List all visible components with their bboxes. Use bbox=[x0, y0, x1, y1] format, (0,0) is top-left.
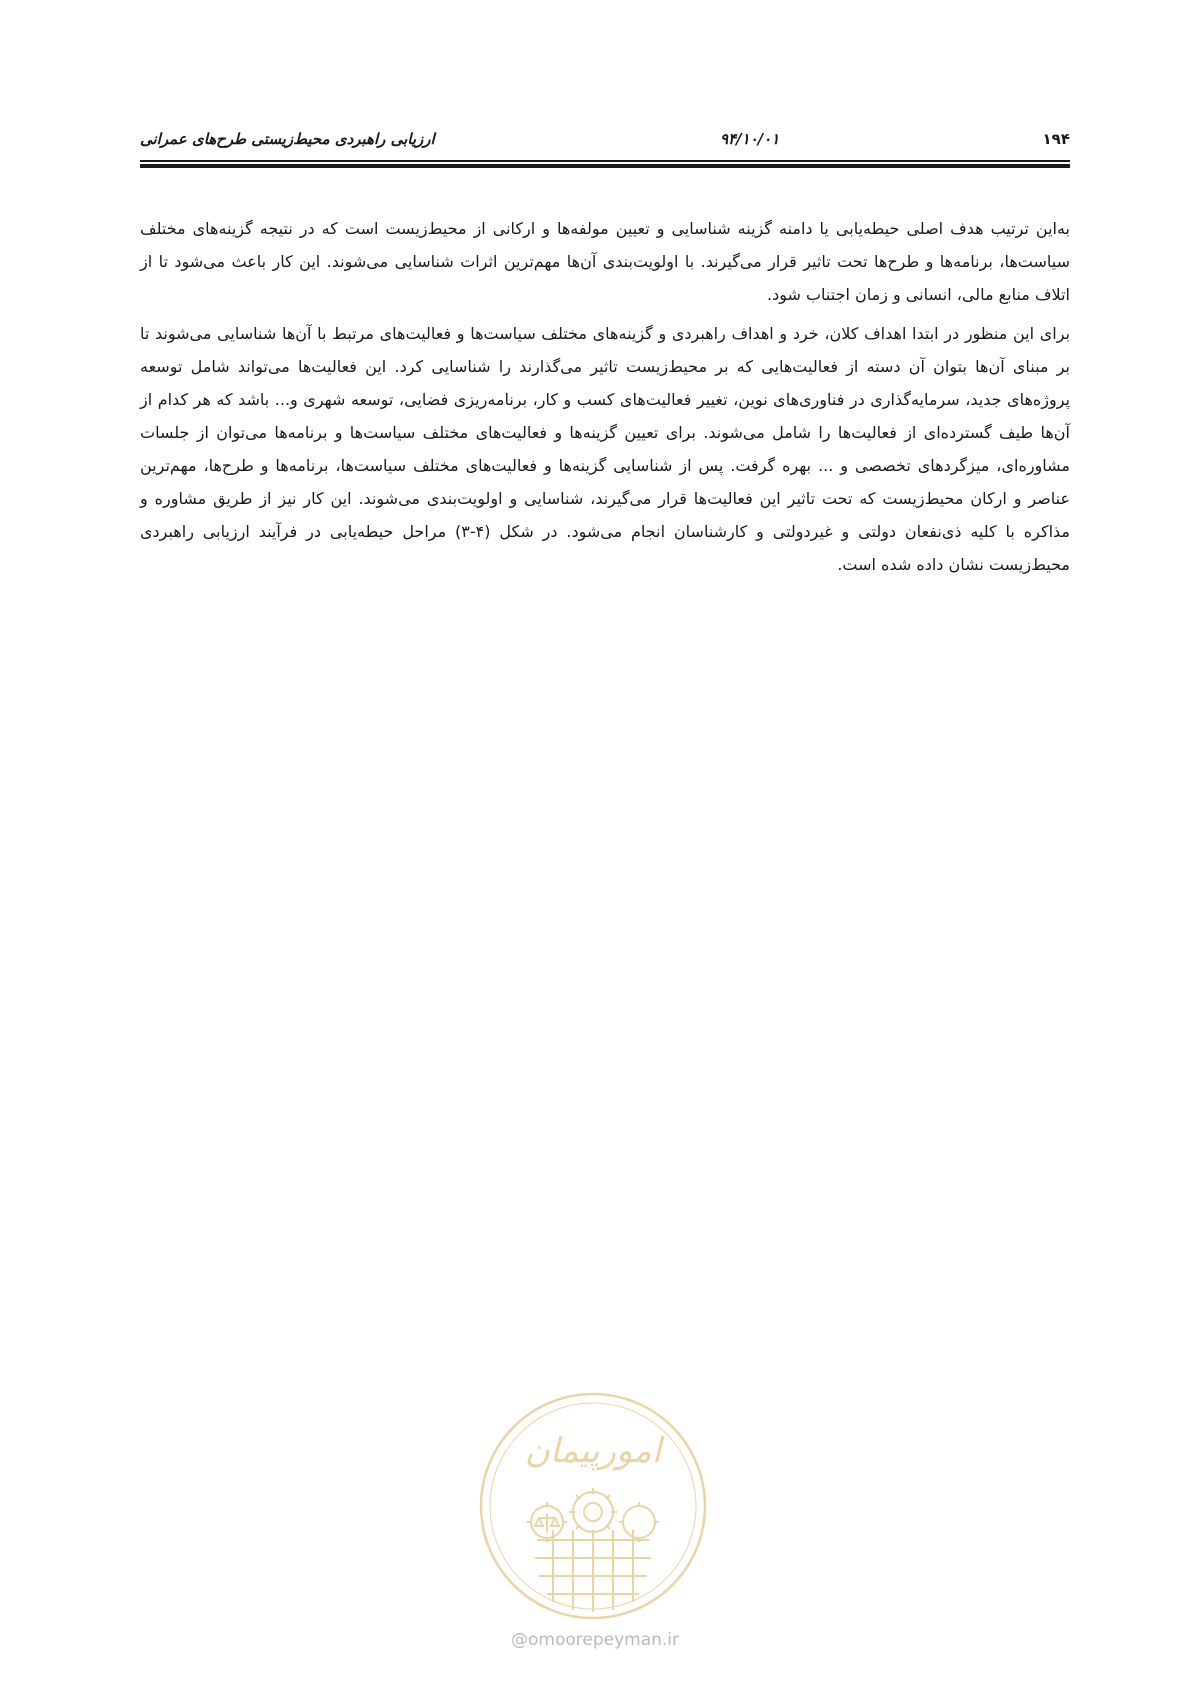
body-text bbox=[140, 212, 1070, 581]
paragraph-1: به‌این ترتیب هدف اصلی حیطه‌یابی یا دامنه گزینه شناسایی و تعیین مولفه‌ها و ارکانی از محیط‌زیست است که در نتیجه گزینه‌های مختلف سیاست‌ها، برنامه‌ها و طرح‌ها تحت تاثیر قرار می‌گیرند. با اولویت‌بندی آن‌ها مهم‌ترین اثرات شناسایی می‌شوند. این کار باعث می‌شود تا از اتلاف منابع مالی، انسانی و زمان اجتناب شود. bbox=[140, 219, 1070, 304]
header-rule-thick bbox=[140, 164, 1070, 168]
page-header bbox=[140, 128, 1070, 156]
header-rule-thin bbox=[140, 160, 1070, 162]
watermark-logo bbox=[477, 1390, 709, 1622]
header-date: ۹۴/۱۰/۰۱ bbox=[720, 130, 780, 148]
watermark-url-text: omoorepeyman.ir bbox=[527, 1630, 680, 1650]
watermark-url bbox=[470, 1630, 720, 1650]
page-number: ۱۹۴ bbox=[1042, 130, 1070, 148]
paragraph-2: برای این منظور در ابتدا اهداف کلان، خرد و اهداف راهبردی و گزینه‌های مختلف سیاست‌ها و فعالیت‌های مرتبط با آن‌ها شناسایی می‌شوند تا بر مبنای آن‌ها بتوان آن دسته از فعالیت‌هایی که بر محیط‌زیست تاثیر می‌گذارند را شناسایی کرد. این فعالیت‌ها می‌تواند شامل توسعه پروژه‌های جدید، سرمایه‌گذاری در فناوری‌های نوین، تغییر فعالیت‌های کسب و کار، برنامه‌ریزی فضایی، توسعه شهری و... باشد که هر کدام از آن‌ها طیف گسترده‌ای از فعالیت‌ها را شامل می‌شوند. برای تعیین گزینه‌ها و فعالیت‌های مختلف سیاست‌ها و برنامه‌ها می‌توان از جلسات مشاوره‌ای، میزگردهای تخصصی و ... بهره گرفت. پس از شناسایی گزینه‌ها و فعالیت‌های مختلف سیاست‌ها، برنامه‌ها و طرح‌ها، مهم‌ترین عناصر و ارکان محیط‌زیست که تحت تاثیر این فعالیت‌ها قرار می‌گیرند، شناسایی و اولویت‌بندی می‌شوند. این کار نیز از طریق مشاوره و مذاکره با کلیه ذی‌نفعان دولتی و غیردولتی و کارشناسان انجام می‌شود. در شکل (۴-۳) مراحل حیطه‌یابی در فرآیند ارزیابی راهبردی محیط‌زیست نشان داده شده است. bbox=[140, 324, 1070, 574]
running-header-title: ارزیابی راهبردی محیط‌زیستی طرح‌های عمرانی bbox=[140, 130, 435, 148]
at-icon: @ bbox=[510, 1630, 528, 1650]
watermark-logo-lettering: امورپیمان bbox=[524, 1431, 662, 1471]
